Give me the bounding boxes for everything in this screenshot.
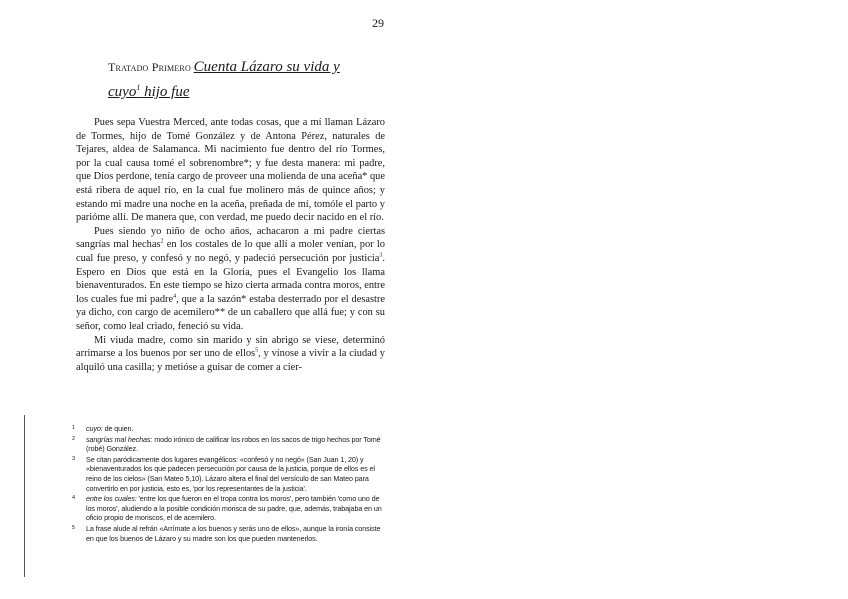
paragraph-text: Pues sepa Vuestra Merced, ante todas cosas, que a mí llaman Lázaro de Tormes, hijo de Tomé González y de Antona Pérez, naturales de Tejares, aldea de Salamanca. Mi nacimiento fue dentro del río Tormes, por la cual causa tomé el sobrenombre*; y fue desta manera: mi padre, que Dios perdone, tenía cargo de proveer una molienda de una aceña* que está ribera de aquel río, en la cual fue molinero más de quince años; y estando mi madre una noche en la aceña, preñada de mí, tomóle el parto y parióme allí. De manera que, con verdad, me puedo decir nacido en el río. — [76, 117, 385, 224]
paragraph — [76, 225, 385, 334]
paragraph-text: Mi viuda madre, como sin marido y sin abrigo se viese, determinó arrimarse a los buenos por ser uno de ellos — [76, 334, 385, 360]
chapter-title: Cuenta Lázaro su vida y cuyo$^1$ hijo fue — [108, 59, 340, 100]
footnote-number: 5 — [72, 524, 75, 531]
footnote-text — [86, 494, 390, 523]
footnote-body: Se citan paródicamente dos lugares evangélicos: «confesó y no negó» (San Juan 1, 20) y «bienaventurados los que padecen persecución por causa de la justicia, porque de ellos es el reino de los cielos» (San Mateo 5,10). Lázaro altera el final del versículo de san Mateo para convertirlo en por justicia, esto es, 'por los representantes de la justicia'. — [86, 454, 375, 493]
footnote-text — [86, 424, 390, 434]
paragraph — [76, 334, 385, 375]
margin-rule — [24, 415, 25, 577]
footnote-ref: 2 — [160, 238, 164, 245]
footnote-ref: 3 — [379, 252, 383, 259]
footnote-term: cuyo: — [86, 424, 103, 433]
footnote-body: de quien. — [102, 424, 134, 433]
paragraph — [76, 116, 385, 225]
paragraph-text: en los costales de lo que allí a moler venían, por lo cual fue preso, y confesó y no negó, y padeció persecución por justicia — [76, 239, 385, 264]
footnote-number: 4 — [72, 495, 75, 502]
paragraph-text: , y vínose a vivir a la ciudad y alquiló una casilla; y metióse a guisar de comer a cier- — [76, 348, 385, 373]
footnote-body: 'entre los que fueron en el tropa contra los moros', pero también 'como uno de los moros', aludiendo a la posible condición morisca de su padre, que, además, trabajaba en un oficio propio de moriscos, el de acemilero. — [86, 494, 382, 523]
footnote-term: sangrías mal hechas: — [86, 434, 153, 444]
footnote-text — [86, 455, 390, 493]
footnote — [72, 435, 390, 454]
footnote-number: 1 — [72, 425, 75, 431]
footnote-number: 3 — [72, 455, 75, 462]
footnote-ref: 4 — [173, 293, 177, 300]
chapter-prefix: Tratado Primero — [108, 60, 191, 74]
footnote — [72, 455, 390, 493]
footnote-text — [86, 524, 390, 543]
page-number: 29 — [372, 16, 384, 30]
footnote-text — [86, 435, 390, 454]
paragraph-text: Pues siendo yo niño de ocho años, achacaron a mi padre ciertas sangrías mal hechas — [76, 225, 385, 251]
body-text — [76, 116, 385, 374]
footnote-body: La frase alude al refrán «Arrímate a los buenos y serás uno de ellos», aunque la ironía consiste en que los buenos de Lázaro y su madre son los que pueden mantenerlos. — [86, 523, 381, 543]
footnote-body: modo irónico de calificar los robos en los sacos de trigo hechos por Tomé (robé) González. — [86, 434, 381, 454]
footnotes — [72, 424, 390, 544]
footnote — [72, 524, 390, 543]
footnote — [72, 424, 390, 434]
footnote — [72, 494, 390, 523]
footnote-term: entre los cuales: — [86, 494, 137, 504]
footnote-number: 2 — [72, 435, 75, 442]
paragraph-text: . Espero en Dios que está en la Gloria, pues el Evangelio los llama bienaventurados. En este tiempo se hizo cierta armada contra moros, entre los cuales fue mi padre — [76, 252, 385, 305]
footnote-ref: 5 — [255, 347, 259, 354]
paragraph-text: , que a la sazón* estaba desterrado por el desastre ya dicho, con cargo de acemilero** de un caballero que allá fue; y con su señor, como leal criado, feneció su vida. — [76, 293, 385, 332]
chapter-heading — [108, 58, 398, 103]
